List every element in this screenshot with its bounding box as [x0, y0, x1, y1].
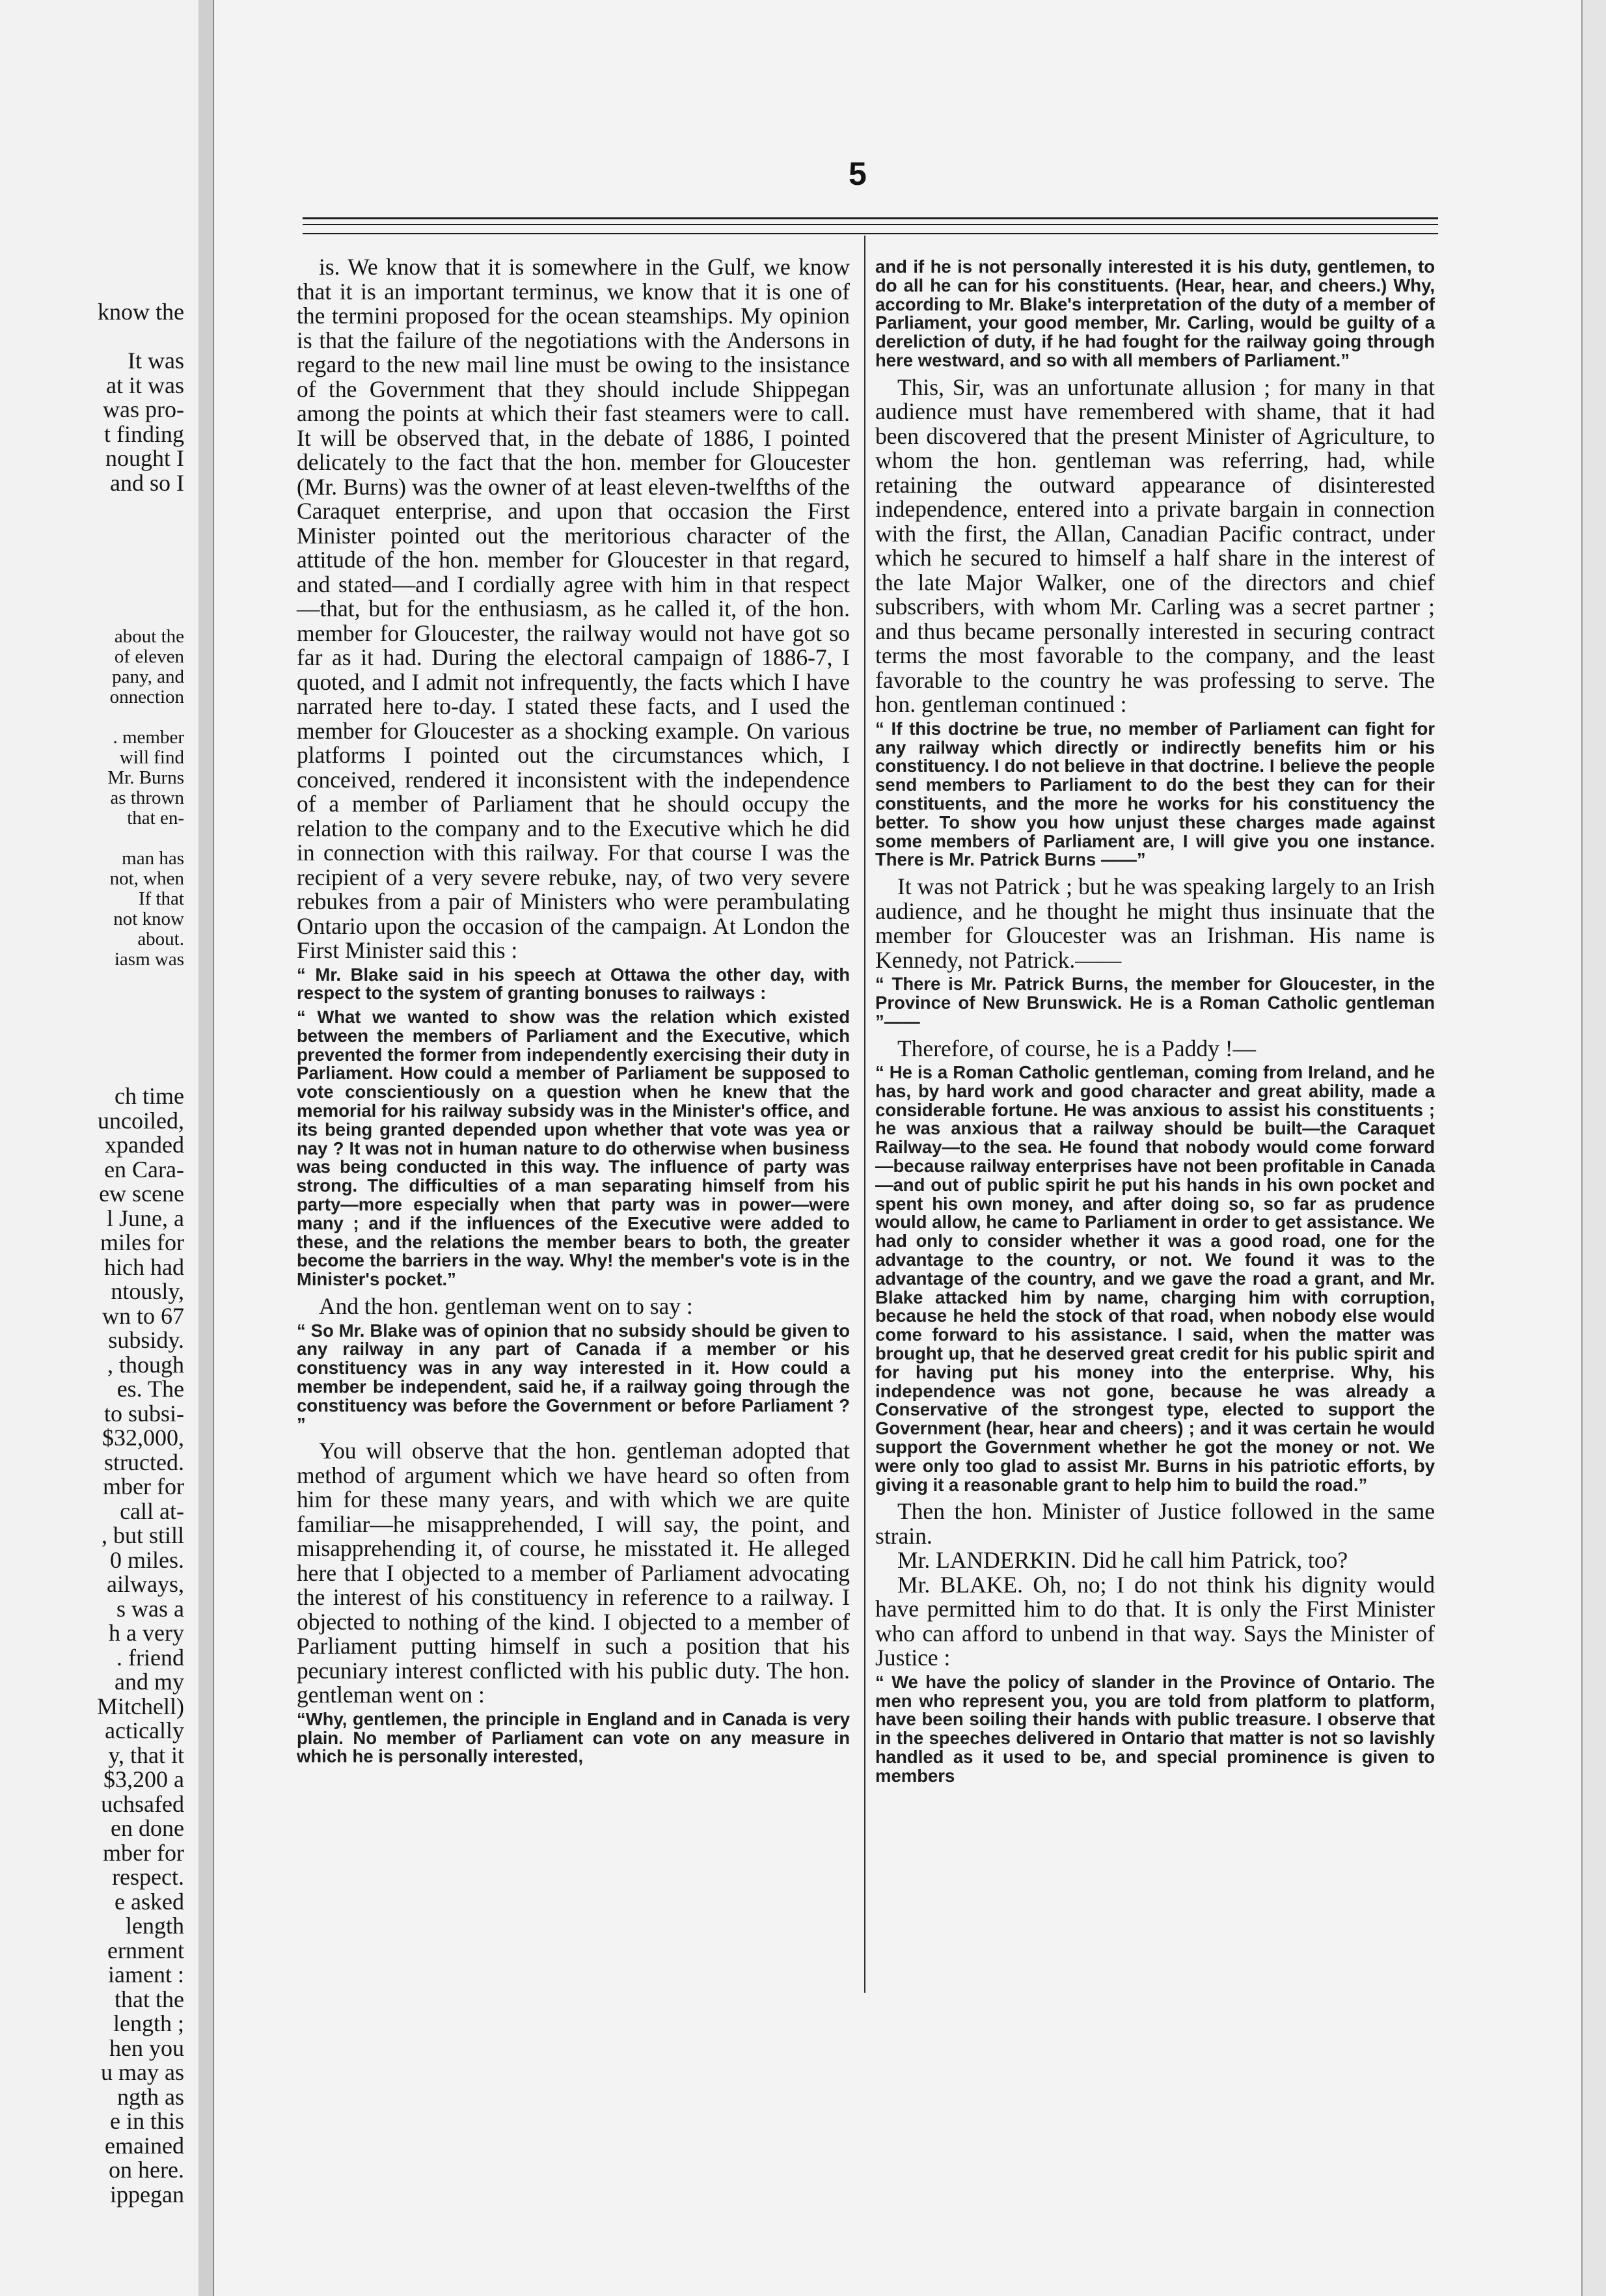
facing-page-line: es. The	[116, 1376, 184, 1402]
facing-page-line: xpanded	[105, 1132, 184, 1158]
facing-page-line: . member	[113, 727, 184, 748]
facing-page-line: u may as	[101, 2059, 184, 2085]
body-paragraph: Mr. BLAKE. Oh, no; I do not think his dignity would have permitted him to do that. It is only the First Minister who can afford to unbend in that way. Says the Minister of Justice :	[875, 1571, 1435, 1671]
facing-page-line: y, that it	[108, 1742, 184, 1768]
facing-page-line: actically	[105, 1717, 184, 1743]
header-rule	[303, 233, 1438, 234]
quoted-passage: “ Mr. Blake said in his speech at Ottawa the other day, with respect to the system of granting bonuses to railways :	[297, 964, 850, 1004]
facing-page-line: ippegan	[110, 2181, 184, 2207]
facing-page-line: uncoiled,	[98, 1107, 184, 1134]
facing-page-line: as thrown	[110, 787, 184, 808]
body-paragraph: You will observe that the hon. gentleman adopted that method of argument which we have heard so often from him for these many years, and with which we are quite familiar—he misapprehended, I will say, the point, and misapprehending it, of course, he misstated it. He alleged here that I objected to a member of Parliament advocating the interest of his constituency in reference to a railway. I objected to nothing of the kind. I objected to a member of Parliament putting himself in such a position that his pecuniary interest conflicted with his public duty. The hon. gentleman went on :	[297, 1438, 850, 1708]
facing-page-line: $3,200 a	[103, 1766, 184, 1792]
facing-page-line: l June, a	[107, 1205, 184, 1231]
body-paragraph: is. We know that it is somewhere in the Gulf, we know that it is an important terminus, we know that it is one of the termini proposed for the ocean steamships. My opinion is that the failure of the negotiations with the Andersons in regard to the new mail line must be owing to the insistance of the Government that they should include Shippegan among the points at which their fast steamers were to call. It will be observed that, in the debate of 1886, I pointed delicately to the fact that the hon. member for Gloucester (Mr. Burns) was the owner of at least eleven-twelfths of the Caraquet enterprise, and upon that occasion the First Minister pointed out the meritorious character of the attitude of the hon. member for Gloucester in that regard, and stated—and I cordially agree with him in that respect—that, but for the enthusiasm, as he called it, of the hon. member for Gloucester, the railway would not have got so far as it had. During the electoral campaign of 1886-7, I quoted, and I admit not infrequently, the facts which I have narrated here to-day. I stated these facts, and I used the member for Gloucester as a shocking example. On various platforms I pointed out the circumstances which, I conceived, rendered it inconsistent with the independence of a member of Parliament that he should occupy the relation to the company and to the Executive which he did in connection with this railway. For that course I was the recipient of a very severe rebuke, nay, of two very severe rebukes from a pair of Ministers who were perambulating Ontario upon the occasion of the campaign. At London the First Minister said this :	[297, 254, 850, 963]
facing-page-line: , though	[107, 1351, 184, 1378]
facing-page-line: of eleven	[114, 646, 184, 667]
header-rule	[303, 224, 1438, 225]
facing-page-line: mber for	[103, 1473, 184, 1499]
facing-page-line: mber for	[103, 1839, 184, 1866]
body-paragraph: Therefore, of course, he is a Paddy !—	[897, 1035, 1257, 1061]
facing-page-column	[0, 251, 184, 2256]
facing-page-line	[0, 707, 184, 728]
facing-page-line: nought I	[105, 445, 184, 471]
facing-page-line: It was	[128, 348, 184, 374]
facing-page-line: respect.	[112, 1864, 184, 1890]
facing-page-line: length ;	[113, 2010, 184, 2036]
facing-page-line: 0 miles.	[110, 1546, 184, 1573]
quoted-passage: “ He is a Roman Catholic gentleman, coming from Ireland, and he has, by hard work and good character and great ability, made a considerable fortune. He was anxious to assist his constituents ; he was anxious that a railway should be built—the Caraquet Railway—to the sea. He found that nobody would come forward—because railway enterprises have not been profitable in Canada—and out of public spirit he put his hands in his own pocket and spent his own money, and after doing so, so far as prudence would allow, he came to Parliament in order to get assistance. We had only to consider whether it was a good road, one for the advantage to the country, or not. We found it was to the advantage of the country, and we gave the road a grant, and Mr. Blake attacked him by name, charging him with corruption, because he held the stock of that road, when nobody else would come forward to his assistance. I said, when the matter was brought up, that he deserved great credit for his public spirit and for having put his money into the enterprise. Why, his independence was not gone, because he was already a Conservative of the strongest type, elected to support the Government (hear, hear and cheers) ; and it was certain he would support the Government whether he got the money or not. We were only too glad to assist Mr. Burns in his patriotic efforts, by giving it a reasonable grant to help him to build the road.”	[875, 1062, 1435, 1495]
text-column-left	[297, 255, 850, 1771]
facing-page-line: . friend	[116, 1644, 184, 1671]
facing-page-line: that the	[115, 1986, 184, 2012]
quoted-passage: “ There is Mr. Patrick Burns, the member for Gloucester, in the Province of New Brunswick. He is a Roman Catholic gentleman ”——	[875, 974, 1435, 1032]
facing-page-line: ntously,	[111, 1278, 184, 1304]
facing-page-line: pany, and	[112, 666, 184, 687]
quoted-passage: “ We have the policy of slander in the Province of Ontario. The men who represent you, you are told from platform to platform, have been soiling their hands with public treasure. I observe that in the speeches delivered in Ontario that matter is not so lavishly handled as it used to be, and special prominence is given to members	[875, 1671, 1435, 1786]
facing-lines-a	[0, 300, 184, 495]
page-edge	[1581, 0, 1606, 2296]
facing-page-line: subsidy.	[108, 1327, 184, 1353]
facing-page-line: If that	[138, 888, 184, 909]
facing-page-line: hen you	[109, 2034, 184, 2061]
column-divider	[864, 236, 865, 1993]
facing-page-line: ch time	[115, 1083, 184, 1109]
facing-page-line: uchsafed	[101, 1790, 184, 1817]
facing-page-line: not, when	[109, 868, 184, 889]
facing-page-line: en Cara-	[104, 1156, 184, 1182]
facing-page-line: was pro-	[103, 396, 184, 422]
facing-page-line: length	[126, 1913, 184, 1939]
facing-lines-b	[0, 627, 184, 970]
facing-page-line: miles for	[100, 1229, 184, 1255]
facing-page-line: on here.	[109, 2157, 184, 2183]
facing-page-line	[0, 325, 184, 349]
quoted-passage: “ If this doctrine be true, no member of Parliament can fight for any railway which directly or indirectly benefits him or his constituency. I do not believe in that doctrine. I believe the people send members to Parliament to do the best they can for their constituents, and the more he works for his constituency the better. To show you how unjust these charges made against some members of Parliament are, I will give you one instance. There is Mr. Patrick Burns ——”	[875, 718, 1435, 870]
body-paragraph: Mr. LANDERKIN. Did he call him Patrick, too?	[897, 1547, 1348, 1574]
facing-page-line: wn to 67	[102, 1302, 184, 1329]
facing-page-line: $32,000,	[102, 1425, 184, 1451]
page-number: 5	[849, 156, 867, 192]
binding-gutter	[198, 0, 213, 2296]
body-paragraph: And the hon. gentleman went on to say :	[319, 1293, 693, 1320]
facing-page-line: , but still	[101, 1522, 184, 1548]
facing-page-line: s was a	[116, 1595, 184, 1622]
facing-page-line: about the	[114, 626, 184, 647]
quoted-passage: and if he is not personally interested it is his duty, gentlemen, to do all he can for his constituents. (Hear, hear, and cheers.) Why, according to Mr. Blake's interpretation of the duty of a member of Parliament, your good member, Mr. Carling, would be guilty of a dereliction of duty, if he had fought for the railway going through here westward, and so with all members of Parliament.”	[875, 256, 1435, 370]
facing-page-line: at it was	[106, 372, 184, 398]
facing-page-line: about.	[137, 929, 184, 950]
facing-page-line: structed.	[104, 1449, 184, 1475]
facing-page-fragment	[0, 0, 200, 2296]
facing-page-line: h a very	[109, 1620, 184, 1646]
facing-page-line: e in this	[110, 2108, 184, 2134]
facing-lines-c	[0, 1084, 184, 2207]
quoted-passage: “ What we wanted to show was the relation which existed between the members of Parliament and the Executive, which prevented the former from independently exercising their duty in Parliament. How could a member of Parliament be supposed to vote conscientiously on a question when he knew that the memorial for his railway subsidy was in the Minister's office, and its being granted depended upon whether that vote was yea or nay ? It was not in human nature to do otherwise when business was being conducted in this way. The influence of party was strong. The difficulties of a man separating himself from his party—more especially when that party was in power—were many ; and if the influences of the Executive were added to these, and the relations the member bears to both, the greater become the barriers in the way. Why! the member's vote is in the Minister's pocket.”	[297, 1007, 850, 1290]
facing-page-line: call at-	[120, 1497, 184, 1524]
facing-page-line: iament :	[108, 1961, 184, 1988]
facing-page-line: emained	[105, 2132, 184, 2159]
body-paragraph: It was not Patrick ; but he was speaking largely to an Irish audience, and he thought he might thus insinuate that the member for Gloucester was an Irishman. His name is Kennedy, not Patrick.——	[875, 873, 1435, 973]
facing-page-line: ew scene	[99, 1181, 184, 1207]
header-rule	[303, 217, 1438, 219]
facing-page-line: hich had	[104, 1253, 184, 1280]
facing-page-line: that en-	[127, 808, 184, 828]
facing-page-line: to subsi-	[103, 1400, 184, 1427]
facing-page-line: will find	[119, 747, 184, 768]
facing-page-line: know the	[98, 299, 184, 325]
facing-page-line	[0, 828, 184, 849]
text-column-right	[875, 255, 1435, 1791]
facing-page-line: not know	[113, 909, 184, 929]
facing-page-line: and so I	[110, 469, 184, 496]
facing-page-line: ailways,	[107, 1571, 184, 1597]
facing-page-line: en done	[111, 1815, 184, 1841]
facing-page-line: Mr. Burns	[107, 767, 184, 788]
body-paragraph: Then the hon. Minister of Justice followed in the same strain.	[875, 1498, 1435, 1549]
body-paragraph: This, Sir, was an unfortunate allusion ; for many in that audience must have remembered with shame, that it had been discovered that the present Minister of Agriculture, to whom the hon. gentleman was referring, had, while retaining the outward appearance of disinterested independence, entered into a private bargain in connection with the first, the Allan, Canadian Pacific contract, under which he secured to himself a half share in the interest of the late Major Walker, one of the directors and chief subscribers, with whom Mr. Carling was a secret partner ; and thus became personally interested in securing contract terms the most favorable to the company, and the least favorable to the country he was professing to serve. The hon. gentleman continued :	[875, 374, 1435, 718]
facing-page-line: t finding	[104, 420, 184, 447]
facing-page-line: e asked	[115, 1888, 184, 1915]
facing-page-line: man has	[122, 848, 184, 869]
facing-page-line: Mitchell)	[97, 1693, 184, 1719]
quoted-passage: “Why, gentlemen, the principle in England and in Canada is very plain. No member of Parliament can vote on any measure in which he is personally interested,	[297, 1708, 850, 1767]
facing-page-line: iasm was	[114, 949, 184, 970]
facing-page-line: ernment	[107, 1937, 184, 1963]
facing-page-line: onnection	[109, 687, 184, 707]
facing-page-line: and my	[115, 1669, 184, 1695]
quoted-passage: “ So Mr. Blake was of opinion that no subsidy should be given to any railway in any part of Canada if a member or his constituency was in any way interested in it. How could a member be independent, said he, if a railway going through the constituency was before the Government or before Parliament ? ”	[297, 1320, 850, 1434]
facing-page-line: ngth as	[117, 2083, 184, 2110]
